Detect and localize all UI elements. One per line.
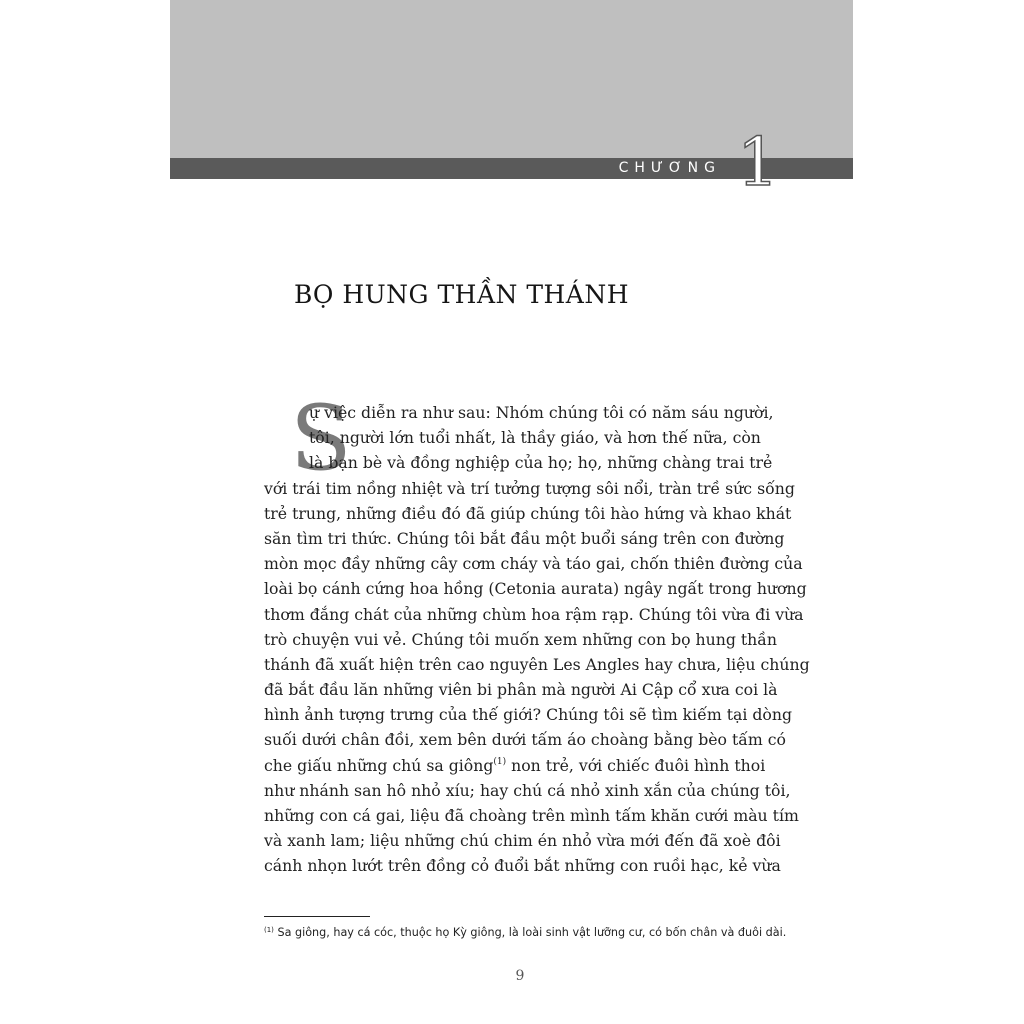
- text-line: và xanh lam; liệu những chú chim én nhỏ vừa mới đến đã xoè đôi: [264, 831, 781, 851]
- footnote-marker[interactable]: (1): [493, 756, 507, 767]
- text-line: săn tìm tri thức. Chúng tôi bắt đầu một buổi sáng trên con đường: [264, 528, 785, 548]
- text-line: như nhánh san hô nhỏ xíu; hay chú cá nhỏ xinh xắn của chúng tôi,: [264, 780, 791, 800]
- text-line: trẻ trung, những điều đó đã giúp chúng tôi hào hứng và khao khát: [264, 503, 792, 523]
- page-number: 9: [515, 968, 525, 984]
- drop-cap: S: [290, 386, 352, 491]
- text-line: cánh nhọn lướt trên đồng cỏ đuổi bắt những con ruồi hạc, kẻ vừa: [264, 856, 781, 876]
- chapter-number: 1: [737, 124, 779, 201]
- text-line: những con cá gai, liệu đã choàng trên mình tấm khăn cưới màu tím: [264, 806, 799, 825]
- text-line: với trái tim nồng nhiệt và trí tưởng tượng sôi nổi, tràn trề sức sống: [264, 478, 795, 498]
- text-line: suối dưới chân đồi, xem bên dưới tấm áo choàng bằng bèo tấm có: [264, 730, 786, 750]
- text-line: đã bắt đầu lăn những viên bi phân mà người Ai Cập cổ xưa coi là: [264, 680, 778, 700]
- footnote-number: (1): [264, 926, 274, 934]
- chapter-label: CHƯƠNG: [618, 160, 721, 176]
- text-line: thơm đắng chát của những chùm hoa rậm rạp. Chúng tôi vừa đi vừa: [264, 604, 804, 624]
- text-segment: che giấu những chú sa giông: [264, 755, 494, 775]
- body-text: [264, 400, 810, 879]
- footnote-text: Sa giông, hay cá cóc, thuộc họ Kỳ giông, là loài sinh vật lưỡng cư, có bốn chân và đuôi dài.: [273, 926, 787, 939]
- text-line: loài bọ cánh cứng hoa hồng (Cetonia aurata) ngây ngất trong hương: [264, 579, 807, 599]
- text-segment: non trẻ, với chiếc đuôi hình thoi: [506, 755, 766, 775]
- text-line: trò chuyện vui vẻ. Chúng tôi muốn xem những con bọ hung thần: [264, 629, 778, 649]
- text-line: tôi, người lớn tuổi nhất, là thầy giáo, và hơn thế nữa, còn: [309, 428, 761, 448]
- chapter-title: BỌ HUNG THẦN THÁNH: [294, 280, 630, 309]
- text-line: hình ảnh tượng trưng của thế giới? Chúng tôi sẽ tìm kiếm tại dòng: [264, 705, 793, 725]
- footnote: [264, 926, 787, 939]
- text-line: thánh đã xuất hiện trên cao nguyên Les Angles hay chưa, liệu chúng: [264, 654, 810, 674]
- text-line: là bạn bè và đồng nghiệp của họ; họ, những chàng trai trẻ: [309, 453, 773, 473]
- text-line-with-footnote: [264, 753, 769, 778]
- text-line: mòn mọc đầy những cây cơm cháy và táo gai, chốn thiên đường của: [264, 554, 803, 574]
- text-line: ự việc diễn ra như sau: Nhóm chúng tôi có năm sáu người,: [309, 403, 774, 422]
- footnote-separator: [264, 916, 370, 917]
